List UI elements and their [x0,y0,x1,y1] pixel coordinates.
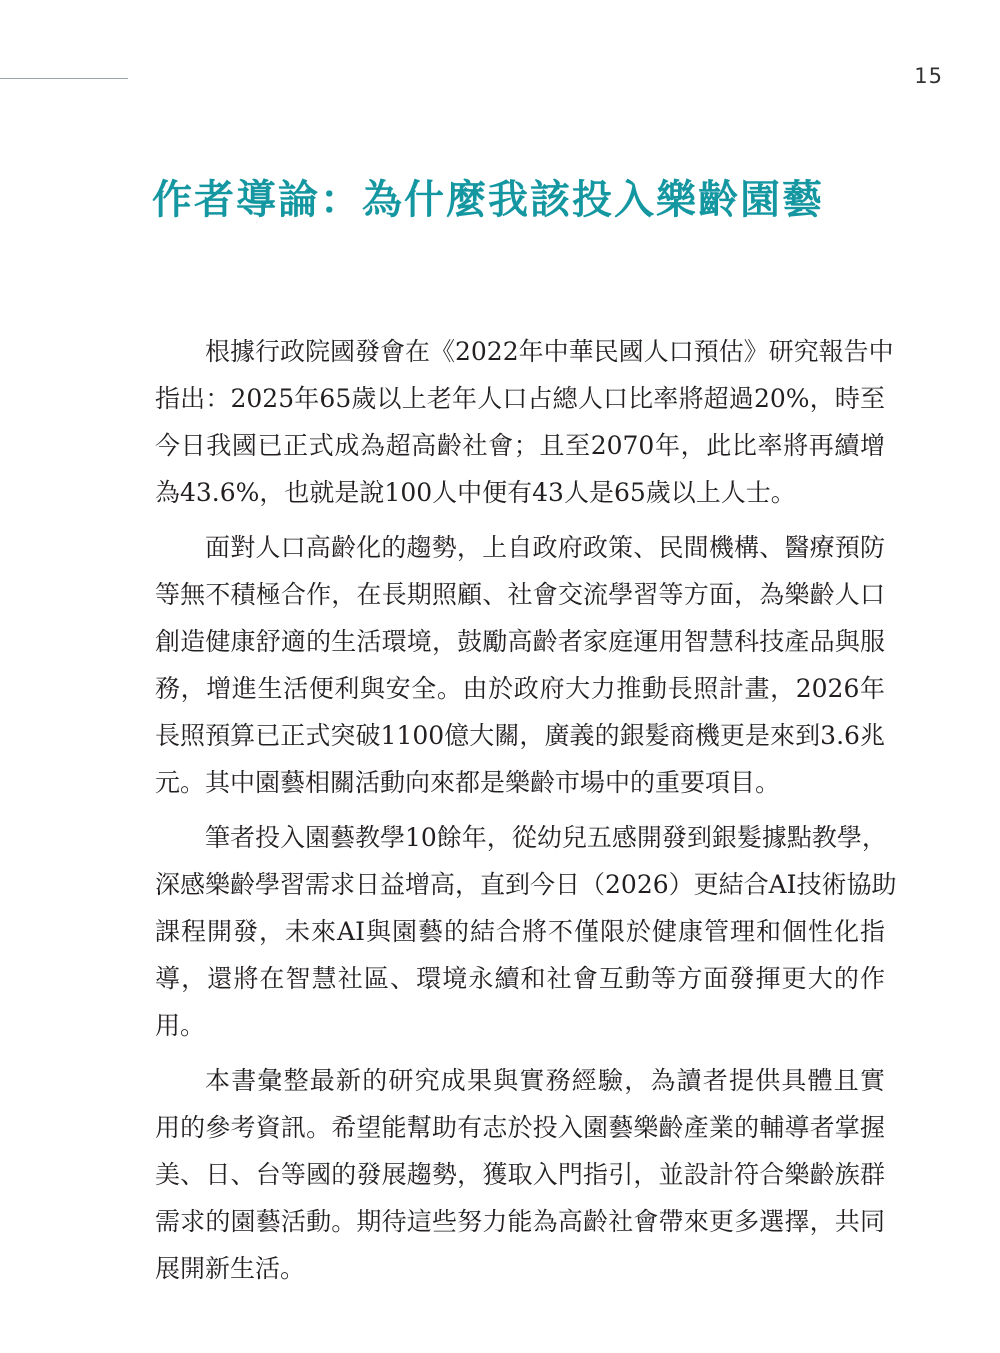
body-text [155,328,897,1292]
paragraph-spacer [155,1049,885,1057]
paragraph-4 [155,1057,885,1292]
text-line: 今日我國已正式成為超高齡社會；且至2070年，此比率將再續增 [155,431,885,460]
text-line: 本書彙整最新的研究成果與實務經驗，為讀者提供具體且實 [205,1066,885,1095]
paragraph-spacer [155,516,885,524]
text-line: 展開新生活。 [155,1254,306,1283]
text-line: 元。其中園藝相關活動向來都是樂齡市場中的重要項目。 [155,768,781,797]
text-line: 美、日、台等國的發展趨勢，獲取入門指引，並設計符合樂齡族群 [155,1160,885,1189]
paragraph-1 [155,328,894,516]
text-line: 筆者投入園藝教學10餘年，從幼兒五感開發到銀髮據點教學， [205,823,887,852]
paragraph-spacer [155,806,885,814]
text-line: 需求的園藝活動。期待這些努力能為高齡社會帶來更多選擇，共同 [155,1207,885,1236]
text-line: 務，增進生活便利與安全。由於政府大力推動長照計畫，2026年 [155,674,885,703]
text-line: 指出：2025年65歲以上老年人口占總人口比率將超過20%，時至 [155,384,885,413]
chapter-title: 作者導論：為什麼我該投入樂齡園藝 [152,176,824,223]
page-number: 15 [914,64,943,88]
text-line: 深感樂齡學習需求日益增高，直到今日（2026）更結合AI技術協助 [155,870,897,899]
text-line: 課程開發，未來AI與園藝的結合將不僅限於健康管理和個性化指 [155,917,885,946]
text-line: 創造健康舒適的生活環境，鼓勵高齡者家庭運用智慧科技產品與服 [155,627,885,656]
text-line: 長照預算已正式突破1100億大關，廣義的銀髮商機更是來到3.6兆 [155,721,885,750]
text-line: 用。 [155,1011,206,1040]
text-line: 等無不積極合作，在長期照顧、社會交流學習等方面，為樂齡人口 [155,580,885,609]
paragraph-2 [155,524,885,806]
text-line: 為43.6%，也就是說100人中便有43人是65歲以上人士。 [155,478,796,507]
text-line: 用的參考資訊。希望能幫助有志於投入園藝樂齡產業的輔導者掌握 [155,1113,885,1142]
paragraph-3 [155,814,897,1049]
header-rule [0,78,128,79]
text-line: 面對人口高齡化的趨勢，上自政府政策、民間機構、醫療預防 [205,533,885,562]
text-line: 根據行政院國發會在《2022年中華民國人口預估》研究報告中 [205,337,894,366]
text-line: 導，還將在智慧社區、環境永續和社會互動等方面發揮更大的作 [155,964,885,993]
